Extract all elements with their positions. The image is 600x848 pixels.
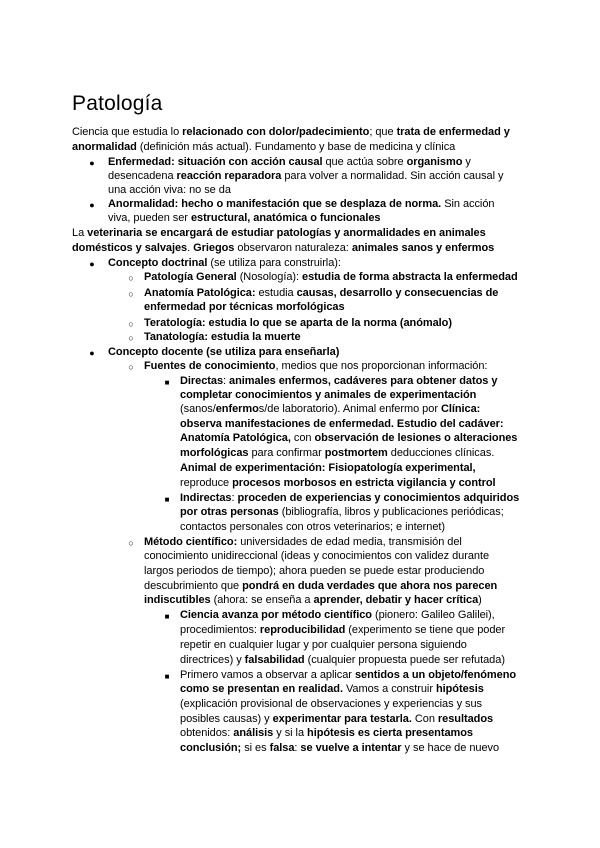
- text-line: Enfermedad: situación con acción causal que actúa sobre organismo y: [108, 156, 471, 168]
- text-line: Primero vamos a observar a aplicar sentidos a un objeto/fenómeno: [180, 669, 517, 681]
- text-line: posibles causas) y experimentar para testarla. Con resultados: [180, 713, 494, 725]
- bullet-circle: ○: [128, 538, 134, 548]
- text-line: Tanatología: estudia la muerte: [144, 331, 301, 343]
- text-line: Indirectas: proceden de experiencias y conocimientos adquiridos: [180, 492, 520, 504]
- text-line: Anatomía Patológica, con observación de lesiones o alteraciones: [180, 432, 518, 444]
- text-line: Ciencia que estudia lo relacionado con dolor/padecimiento; que trata de enfermedad y: [72, 126, 510, 138]
- bullet-disc: ●: [89, 259, 95, 269]
- text-line: contactos personales con otros veterinarios; e internet): [180, 521, 446, 533]
- text-line: directrices) y falsabilidad (cualquier propuesta puede ser refutada): [180, 654, 505, 666]
- text-line: Fuentes de conocimiento, medios que nos proporcionan información:: [144, 360, 488, 372]
- text-line: largos periodos de tiempo); ahora pueden se puede estar produciendo: [144, 565, 485, 577]
- text-line: domésticos y salvajes. Griegos observaron naturaleza: animales sanos y enfermos: [72, 242, 495, 254]
- text-line: conclusión; si es falsa: se vuelve a intentar y se hace de nuevo: [180, 742, 500, 754]
- text-line: Concepto doctrinal (se utiliza para construirla):: [108, 257, 341, 269]
- bullet-disc: ●: [89, 348, 95, 358]
- text-line: procedimientos: reproducibilidad (experimento se tiene que poder: [180, 624, 506, 636]
- text-line: anormalidad (definición más actual). Fundamento y base de medicina y clínica: [72, 141, 456, 153]
- text-line: conocimiento unidireccional (ideas y conocimientos con validez durante: [144, 550, 490, 562]
- bullet-disc: ●: [89, 200, 95, 210]
- bullet-circle: ○: [128, 273, 134, 283]
- text-line: obtenidos: análisis y si la hipótesis es cierta presentamos: [180, 727, 473, 739]
- text-line: reproduce procesos morbosos en estricta vigilancia y control: [180, 477, 496, 489]
- text-line: Concepto docente (se utiliza para enseñarla): [108, 346, 340, 358]
- text-line: La veterinaria se encargará de estudiar patologías y anormalidades en animales: [72, 227, 486, 239]
- text-line: Anormalidad: hecho o manifestación que se desplaza de norma. Sin acción: [108, 198, 495, 210]
- text-line: como se presentan en realidad. Vamos a construir hipótesis: [180, 683, 484, 695]
- text-line: Directas: animales enfermos, cadáveres para obtener datos y: [180, 375, 498, 387]
- text-line: Ciencia avanza por método científico (pionero: Galileo Galilei),: [180, 609, 495, 621]
- bullet-circle: ○: [128, 333, 134, 343]
- page-title: Patología: [72, 92, 163, 115]
- text-line: Método científico: universidades de edad media, transmisión del: [144, 536, 462, 548]
- text-line: (sanos/enfermos/de laboratorio). Animal enfermo por Clínica:: [180, 403, 481, 415]
- text-line: viva, pueden ser estructural, anatómica o funcionales: [108, 212, 381, 224]
- text-line: Patología General (Nosología): estudia de forma abstracta la enfermedad: [144, 271, 518, 283]
- bullet-square: ■: [164, 672, 170, 681]
- bullet-square: ■: [164, 612, 170, 621]
- text-line: completar conocimientos y animales de experimentación: [180, 389, 477, 401]
- text-line: por otras personas (bibliografía, libros y publicaciones periódicas;: [180, 506, 504, 518]
- text-line: una acción viva: no se da: [108, 184, 231, 196]
- text-line: Animal de experimentación: Fisiopatología experimental,: [180, 462, 476, 474]
- text-line: Teratología: estudia lo que se aparta de la norma (anómalo): [144, 317, 452, 329]
- text-line: observa manifestaciones de enfermedad. Estudio del cadáver:: [180, 418, 504, 430]
- bullet-circle: ○: [128, 289, 134, 299]
- text-line: desencadena reacción reparadora para volver a normalidad. Sin acción causal y: [108, 170, 504, 182]
- text-line: Anatomía Patológica: estudia causas, desarrollo y consecuencias de: [144, 287, 499, 299]
- bullet-circle: ○: [128, 362, 134, 372]
- bullet-square: ■: [164, 378, 170, 387]
- text-line: repetir en cualquier lugar y por cualquier persona siguiendo: [180, 639, 467, 651]
- text-line: descubrimiento que pondrá en duda verdades que ahora nos parecen: [144, 580, 498, 592]
- bullet-circle: ○: [128, 319, 134, 329]
- text-line: morfológicas para confirmar postmortem deducciones clínicas.: [180, 447, 495, 459]
- bullet-disc: ●: [89, 158, 95, 168]
- text-line: enfermedad por técnicas morfológicas: [144, 301, 345, 313]
- bullet-square: ■: [164, 495, 170, 504]
- text-line: indiscutibles (ahora: se enseña a aprender, debatir y hacer crítica): [144, 594, 482, 606]
- text-line: (explicación provisional de observaciones y experiencias y sus: [180, 698, 483, 710]
